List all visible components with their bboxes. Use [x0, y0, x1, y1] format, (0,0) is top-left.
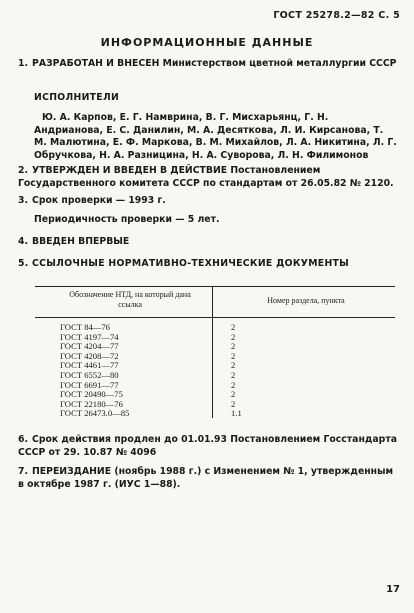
section-3-text: Срок проверки — 1993 г. — [32, 195, 166, 206]
section-2-heading: УТВЕРЖДЕН И ВВЕДЕН В ДЕЙСТВИЕ — [32, 165, 228, 176]
table-cell-designation: ГОСТ 20490—75 — [60, 389, 123, 400]
table-cell-section: 2 — [231, 360, 236, 371]
section-3 — [18, 195, 398, 208]
standard-header: ГОСТ 25278.2—82 С. 5 — [273, 10, 400, 21]
section-1-heading: РАЗРАБОТАН И ВНЕСЕН — [32, 58, 160, 69]
section-1-text: Министерством цветной металлургии СССР — [159, 58, 397, 69]
section-6-text: Срок действия продлен до 01.01.93 Постановлением Госстандарта СССР от 29. 10.87 № 4096 — [18, 434, 397, 458]
table-cell-designation: ГОСТ 4208—72 — [60, 350, 119, 361]
section-5-number: 5. — [18, 258, 29, 269]
table-cell-designation: ГОСТ 6552—80 — [60, 370, 119, 380]
section-5-text: ССЫЛОЧНЫЕ НОРМАТИВНО-ТЕХНИЧЕСКИЕ ДОКУМЕНТЫ — [32, 258, 350, 269]
section-7-text: (ноябрь 1988 г.) с Изменением № 1, утвержденным в октябре 1987 г. (ИУС 1—88). — [18, 466, 394, 490]
table-cell-section: 2 — [231, 350, 236, 361]
section-1-number: 1. — [18, 58, 29, 69]
table-cell-designation: ГОСТ 84—76 — [60, 322, 110, 332]
table-cell-section: 2 — [231, 379, 236, 390]
section-2-number: 2. — [18, 165, 29, 176]
page-title: ИНФОРМАЦИОННЫЕ ДАННЫЕ — [100, 36, 314, 49]
table-cell-designation: ГОСТ 6691—77 — [60, 379, 119, 390]
table-cell-section: 2 — [231, 331, 236, 342]
table-header-col1: Обозначение НТД, на который дана ссылка — [69, 290, 191, 309]
section-4 — [18, 236, 129, 249]
section-6 — [18, 434, 398, 459]
table-cell-designation: ГОСТ 4461—77 — [60, 360, 119, 371]
table-cell-designation: ГОСТ 26473.0—85 — [60, 408, 130, 419]
section-2-text: Постановлением Государственного комитета СССР по стандартам от 26.05.82 № 2120. — [18, 165, 394, 189]
table-cell-section: 2 — [231, 341, 236, 352]
table-header-col2: Номер раздела, пункта — [267, 296, 345, 305]
section-5 — [18, 258, 349, 271]
section-1 — [18, 58, 398, 71]
table-cell-designation: ГОСТ 22180—76 — [60, 398, 123, 409]
table-cell-section: 2 — [231, 370, 236, 380]
section-4-number: 4. — [18, 236, 29, 247]
table-cell-section: 1.1 — [231, 408, 242, 419]
table-cell-section: 2 — [231, 389, 236, 400]
executors-list: Ю. А. Карпов, Е. Г. Намврина, В. Г. Мисхарьянц, Г. Н. Андрианова, Е. С. Данилин, М. А. Десяткова, Л. И. Кирсанова, Т. М. Малютина, Е. Ф. Маркова, В. М. Михайлов, Л. А. Никитина, Л. Г. Обручкова, Н. А. Разницина, Н. А. Суворова, Л. Н. Филимонов — [34, 112, 397, 161]
section-6-number: 6. — [18, 434, 29, 445]
section-7 — [18, 466, 398, 491]
executors-heading: ИСПОЛНИТЕЛИ — [34, 92, 120, 103]
section-7-heading: ПЕРЕИЗДАНИЕ — [32, 466, 112, 477]
table-cell-designation: ГОСТ 4204—77 — [60, 341, 119, 352]
section-7-number: 7. — [18, 466, 29, 477]
table-cell-section: 2 — [231, 322, 236, 332]
table-cell-section: 2 — [231, 398, 236, 409]
section-3-number: 3. — [18, 195, 29, 206]
section-2 — [18, 165, 398, 190]
page-number: 17 — [386, 584, 400, 595]
periodicity-text: Периодичность проверки — 5 лет. — [34, 214, 220, 225]
table-cell-designation: ГОСТ 4197—74 — [60, 331, 119, 342]
section-4-text: ВВЕДЕН ВПЕРВЫЕ — [32, 236, 130, 247]
table-column-divider — [212, 286, 213, 418]
